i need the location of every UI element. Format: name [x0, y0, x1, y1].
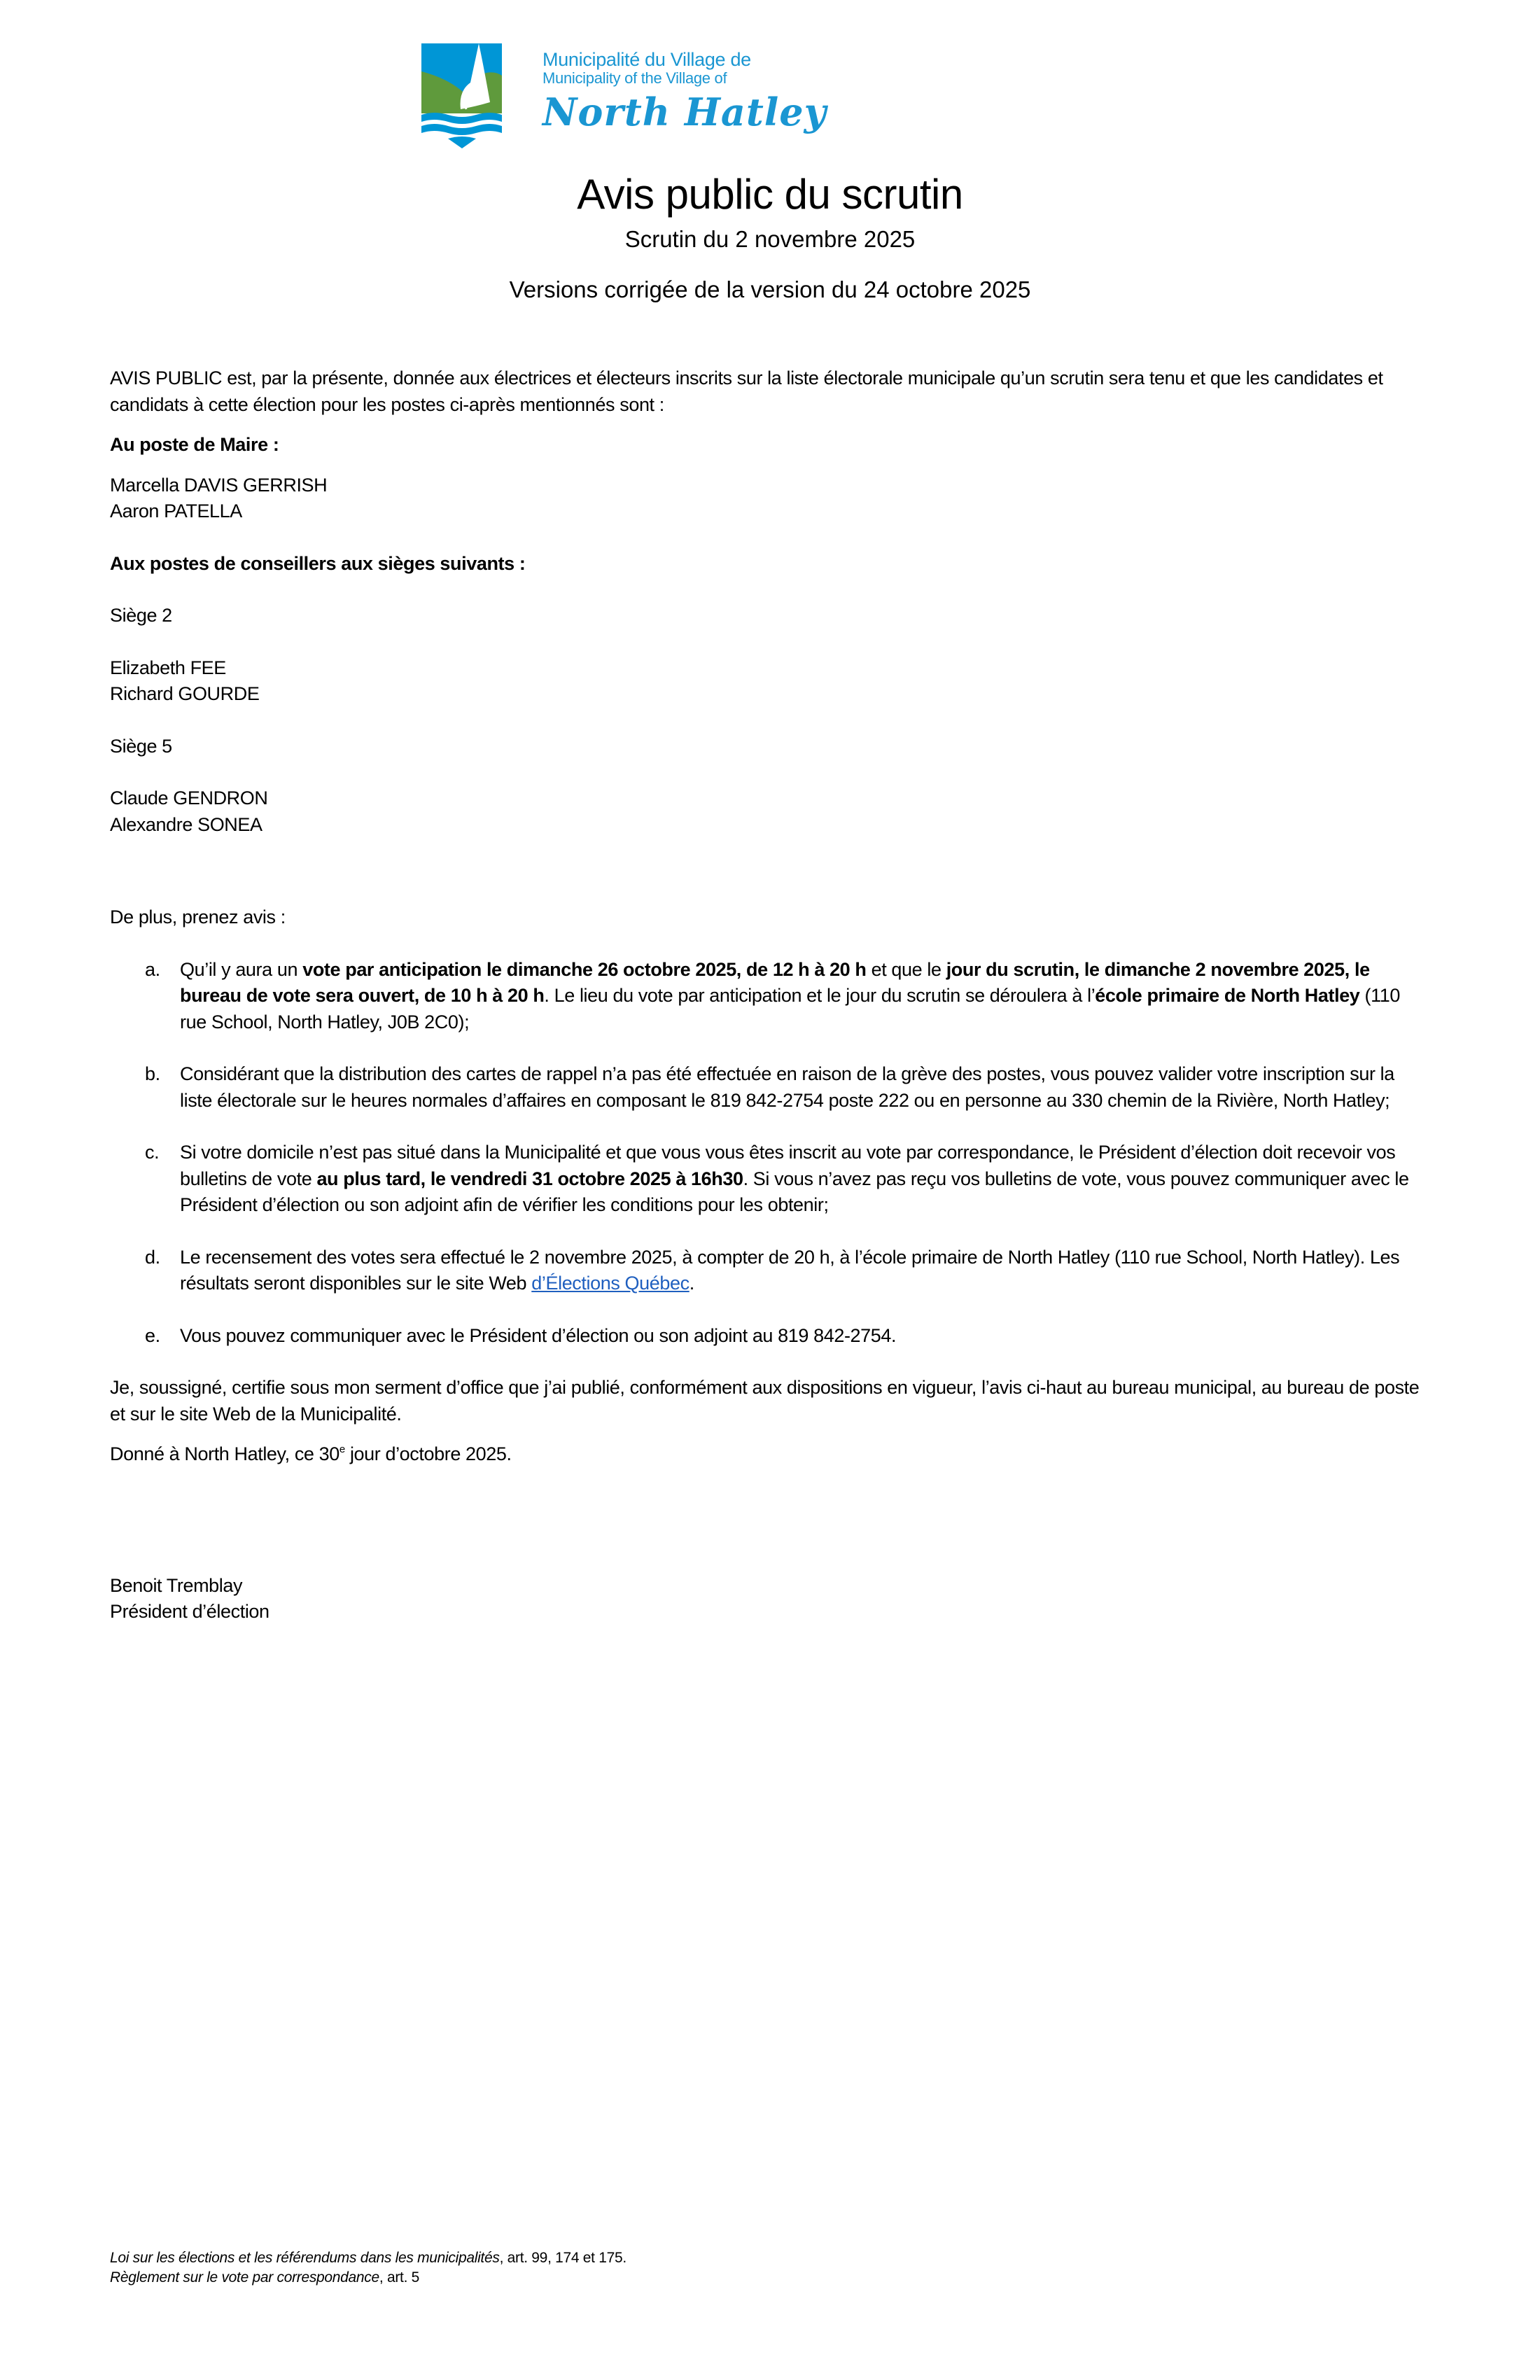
given-before: Donné à North Hatley, ce 30 — [110, 1443, 340, 1464]
further-intro: De plus, prenez avis : — [110, 906, 286, 927]
item-text: Vous pouvez communiquer avec le Président d’élection ou son adjoint au 819 842-2754. — [180, 1324, 897, 1346]
logo-line-fr: Municipalité du Village de — [542, 49, 751, 70]
coat-of-arms-icon — [420, 42, 525, 150]
signature-name: Benoit Tremblay — [110, 1574, 243, 1596]
seat-label: Siège 2 — [110, 605, 172, 626]
list-marker: e. — [145, 1324, 160, 1346]
bold-text: au plus tard, le vendredi 31 octobre 2025 à 16h30 — [316, 1168, 743, 1189]
seat-candidate: Alexandre SONEA — [110, 813, 262, 835]
notice-list — [110, 957, 1426, 1350]
item-text: Qu’il y aura un — [180, 958, 303, 980]
page-subtitle: Scrutin du 2 novembre 2025 — [624, 226, 916, 252]
given-after: jour d’octobre 2025. — [344, 1443, 512, 1464]
item-text: . Si vous n’avez pas reçu vos bulletins de vote, vous pouvez communiquer avec le Président d’élection ou son adjoint afin de vérifier les conditions pour les obtenir; — [180, 1168, 1409, 1215]
regulation-refs: , art. 5 — [379, 2269, 420, 2286]
legal-footer — [110, 2248, 626, 2288]
notice-item — [110, 1061, 1426, 1114]
given-at-line — [110, 1441, 1426, 1468]
item-text: . Le lieu du vote par anticipation et le jour du scrutin se déroulera à l’ — [544, 985, 1096, 1006]
municipality-logo — [420, 42, 827, 150]
bold-text: jour du scrutin, le dimanche 2 novembre 2025, le bureau de vote sera ouvert, de 10 h à 20 h — [180, 958, 1370, 1006]
bold-text: vote par anticipation le dimanche 26 octobre 2025, de 12 h à 20 h — [302, 958, 867, 980]
regulation-title: Règlement sur le vote par correspondance — [110, 2269, 379, 2286]
certification-paragraph: Je, soussigné, certifie sous mon serment d’office que j’ai publié, conformément aux dispositions en vigueur, l’avis ci-haut au bureau municipal, au bureau de poste et sur le site Web de la Municipalité. — [110, 1377, 1420, 1424]
logo-line-en: Municipality of the Village of — [542, 69, 727, 87]
law-title: Loi sur les élections et les référendums dans les municipalités — [110, 2250, 500, 2266]
item-text: et que le — [866, 958, 946, 980]
notice-item — [110, 1245, 1426, 1297]
law-refs: , art. 99, 174 et 175. — [499, 2250, 626, 2266]
elections-quebec-link[interactable]: d’Élections Québec — [531, 1273, 690, 1294]
item-text: Le recensement des votes sera effectué le 2 novembre 2025, à compter de 20 h, à l’école primaire de North Hatley (110 rue School, North Hatley). Les résultats seront disponibles sur le site Web — [180, 1246, 1400, 1294]
seat-candidate: Claude GENDRON — [110, 788, 268, 808]
item-text: . — [689, 1273, 694, 1294]
given-sup: e — [339, 1443, 345, 1455]
notice-body — [110, 365, 1426, 1625]
version-note: Versions corrigée de la version du 24 octobre 2025 — [509, 276, 1031, 302]
list-marker: d. — [145, 1246, 160, 1268]
logo-municipality-name: North Hatley — [542, 90, 827, 134]
logo-text — [542, 49, 827, 134]
seat-candidate: Elizabeth FEE — [110, 657, 226, 678]
list-marker: c. — [145, 1142, 160, 1163]
mayor-heading: Au poste de Maire : — [110, 434, 279, 455]
notice-item — [110, 1140, 1426, 1219]
item-text: (110 rue School, North Hatley, J0B 2C0); — [180, 985, 1400, 1032]
item-text: Considérant que la distribution des cartes de rappel n’a pas été effectuée en raison de la grève des postes, vous pouvez valider votre inscription sur la liste électorale sur le heures normales d’affaires en composant le 819 842-2754 poste 222 ou en personne au 330 chemin de la Rivière, North Hatley; — [180, 1063, 1394, 1111]
intro-paragraph: AVIS PUBLIC est, par la présente, donnée aux électrices et électeurs inscrits sur la liste électorale municipale qu’un scrutin sera tenu et que les candidates et candidats à cette élection pour les postes ci-après mentionnés sont : — [110, 368, 1383, 415]
item-text: Si votre domicile n’est pas situé dans la Municipalité et que vous vous êtes inscrit au vote par correspondance, le Président d’élection doit recevoir vos bulletins de vote — [180, 1142, 1396, 1189]
list-marker: a. — [145, 958, 160, 980]
bold-text: école primaire de North Hatley — [1095, 985, 1360, 1006]
mayor-candidate: Marcella DAVIS GERRISH — [110, 474, 328, 496]
council-heading: Aux postes de conseillers aux sièges suivants : — [110, 552, 526, 574]
mayor-candidate: Aaron PATELLA — [110, 500, 242, 522]
list-marker: b. — [145, 1063, 160, 1084]
signature-role: Président d’élection — [110, 1601, 270, 1622]
law-reference — [110, 2248, 626, 2268]
notice-item — [110, 1323, 1426, 1350]
seat-label: Siège 5 — [110, 735, 172, 757]
page-title: Avis public du scrutin — [577, 171, 963, 218]
seat-candidate: Richard GOURDE — [110, 683, 260, 704]
regulation-reference — [110, 2268, 626, 2288]
notice-item — [110, 957, 1426, 1036]
